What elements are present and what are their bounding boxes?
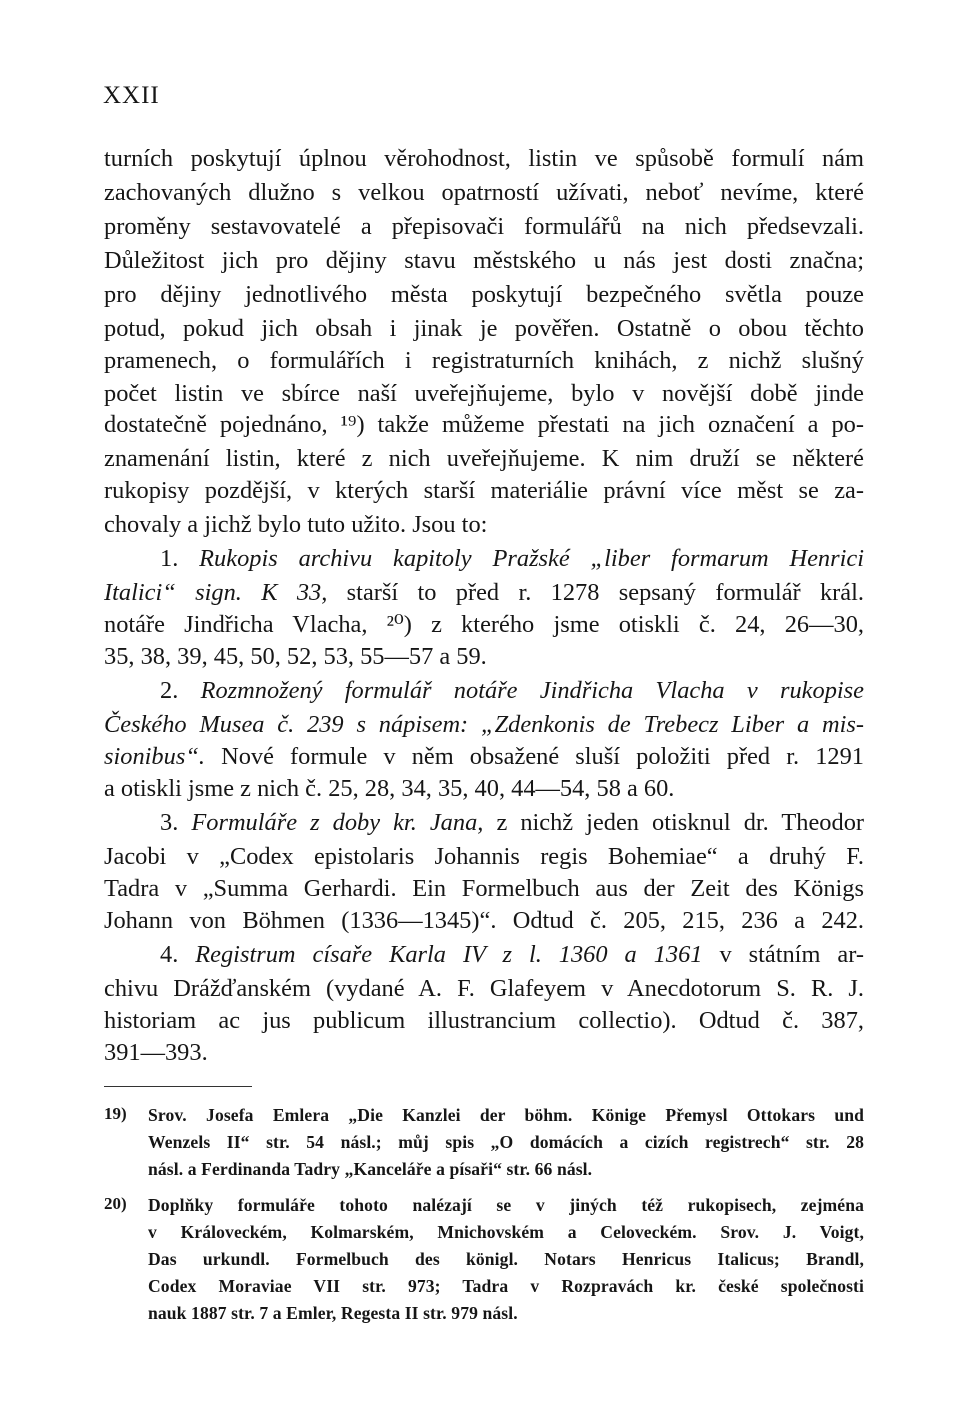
list-item-title: Registrum císaře Karla IV z l. 1360 a 1361 (195, 941, 703, 968)
list-item-title-cont: Českého Musea č. 239 s nápisem: „Zdenkonis de Trebecz Liber a mis- (104, 711, 864, 738)
list-item-text: starší to před r. 1278 sepsaný formulář král. (346, 579, 864, 606)
body-line: dostatečně pojednáno, ¹⁹) takže můžeme přestati na jich označení a po- (104, 411, 864, 438)
body-line: Důležitost jich pro dějiny stavu městského u nás jest dosti značna; (104, 247, 864, 274)
body-line: chovaly a jichž bylo tuto užito. Jsou to: (104, 511, 488, 538)
footnote-divider (104, 1086, 252, 1087)
body-line: znamenání listin, které z nich uveřejňujeme. K nim druží se některé (104, 445, 864, 472)
footnote-line: Srov. Josefa Emlera „Die Kanzlei der böhm. Könige Přemysl Ottokars und (148, 1105, 864, 1125)
list-item-3-line2: Jacobi v „Codex epistolaris Johannis regis Bohemiae“ a druhý F. (104, 843, 864, 870)
body-line: zachovaných dlužno s velkou opatrností užívati, neboť nevíme, které (104, 179, 864, 206)
list-item-number: 4. (160, 941, 179, 968)
list-item-title-cont: sionibus“. (104, 743, 205, 770)
list-item-title: Rozmnožený formulář notáře Jindřicha Vlacha v rukopise (200, 677, 864, 704)
list-item-number: 1. (160, 545, 179, 572)
page-number: XXII (103, 82, 160, 109)
list-item-1-line1 (104, 544, 864, 574)
footnote-marker: 19) (104, 1104, 127, 1123)
list-item-4-line2: chivu Drážďanském (vydané A. F. Glafeyem v Anecdotorum S. R. J. (104, 975, 864, 1002)
list-item-text: Nové formule v něm obsažené sluší položiti před r. 1291 (221, 743, 864, 770)
footnote-line: Wenzels II“ str. 54 násl.; můj spis „O domácích a cizích registrech“ str. 28 (148, 1132, 864, 1152)
body-line: pramenech, o formulářích i registraturních knihách, z nichž slušný (104, 347, 864, 374)
footnote-line: v Královeckém, Kolmarském, Mnichovském a Celoveckém. Srov. J. Voigt, (148, 1222, 864, 1242)
list-item-title: Formuláře z doby kr. Jana, (191, 809, 484, 836)
body-line: proměny sestavovatelé a přepisovači formulářů na nich předsevzali. (104, 213, 864, 240)
list-item-1-line2 (104, 578, 864, 608)
footnote-line: Codex Moraviae VII str. 973; Tadra v Rozpravách kr. české společnosti (148, 1276, 864, 1296)
footnote-line: Das urkundl. Formelbuch des königl. Notars Henricus Italicus; Brandl, (148, 1249, 864, 1269)
list-item-2-line1 (104, 676, 864, 706)
list-item-text: v státním ar- (719, 941, 864, 968)
body-line: pro dějiny jednotlivého města poskytují bezpečného světla pouze (104, 281, 864, 308)
body-line: rukopisy pozdější, v kterých starší materiálie právní více měst se za- (104, 477, 864, 504)
body-line: počet listin ve sbírce naší uveřejňujeme, bylo v novější době jinde (104, 380, 864, 407)
list-item-4-line3: historiam ac jus publicum illustrancium collectio). Odtud č. 387, (104, 1007, 864, 1034)
footnote-line: Doplňky formuláře tohoto nalézají se v jiných též rukopisech, zejména (148, 1195, 864, 1215)
body-line: turních poskytují úplnou věrohodnost, listin ve spůsobě formulí nám (104, 145, 864, 172)
list-item-number: 2. (160, 677, 179, 704)
list-item-3-line3: Tadra v „Summa Gerhardi. Ein Formelbuch aus der Zeit des Königs (104, 875, 864, 902)
body-line: potud, pokud jich obsah i jinak je pověřen. Ostatně o obou těchto (104, 315, 864, 342)
list-item-3-line4: Johann von Böhmen (1336—1345)“. Odtud č. 205, 215, 236 a 242. (104, 907, 864, 934)
list-item-3-line1 (104, 808, 864, 838)
list-item-text: z nichž jeden otisknul dr. Theodor (496, 809, 865, 836)
list-item-4-line1 (104, 940, 864, 970)
list-item-1-line4: 35, 38, 39, 45, 50, 52, 53, 55—57 a 59. (104, 643, 487, 670)
footnote-line: násl. a Ferdinanda Tadry „Kanceláře a písaři“ str. 66 násl. (148, 1159, 593, 1179)
list-item-4-line4: 391—393. (104, 1039, 208, 1066)
list-item-1-line3: notáře Jindřicha Vlacha, ²⁰) z kterého jsme otiskli č. 24, 26—30, (104, 611, 864, 638)
list-item-2-line4: a otiskli jsme z nich č. 25, 28, 34, 35, 40, 44—54, 58 a 60. (104, 775, 675, 802)
list-item-2-line2 (104, 710, 864, 740)
footnote-marker: 20) (104, 1194, 127, 1213)
list-item-title-cont: Italici“ sign. K 33, (104, 579, 328, 606)
footnote-line: nauk 1887 str. 7 a Emler, Regesta II str. 979 násl. (148, 1303, 518, 1323)
list-item-number: 3. (160, 809, 179, 836)
list-item-title: Rukopis archivu kapitoly Pražské „liber formarum Henrici (199, 545, 864, 572)
list-item-2-line3 (104, 742, 864, 772)
